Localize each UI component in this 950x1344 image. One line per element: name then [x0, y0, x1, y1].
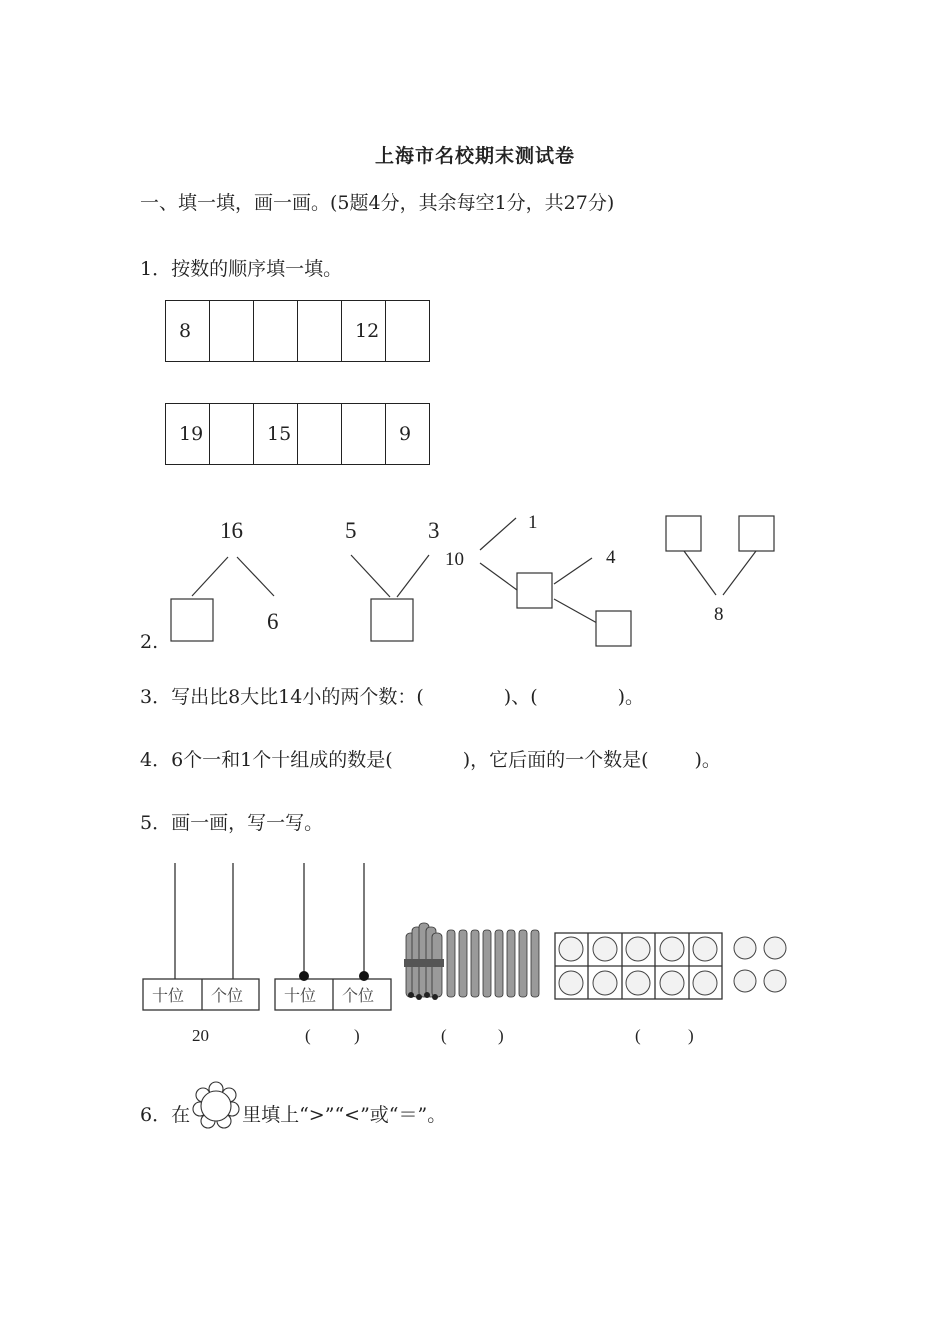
number-sequence-row-1 [165, 300, 430, 362]
q3-text: 3．写出比8大比14小的两个数：( [140, 686, 424, 708]
q1-text: 1．按数的顺序填一填。 [140, 258, 343, 280]
place-value-illustrations [138, 855, 798, 1055]
flower-icon [190, 1105, 242, 1127]
q4-end: )。 [694, 749, 721, 771]
q6-prefix: 6．在 [140, 1104, 191, 1126]
seq2-cell[interactable]: 19 [166, 404, 210, 465]
tree2-right-number: 3 [428, 518, 440, 543]
abacus1-ones-label: 个位 [211, 986, 244, 1005]
seq2-cell[interactable] [342, 404, 386, 465]
balls-blank-open: ( [635, 1026, 641, 1045]
number-sequence-row-2 [165, 403, 430, 465]
answer-box[interactable] [739, 516, 774, 551]
abacus-bead [359, 971, 369, 981]
seq1-cell[interactable] [254, 301, 298, 362]
seq2-cell[interactable]: 15 [254, 404, 298, 465]
abacus2-blank-open: ( [305, 1026, 311, 1045]
q3-end: )。 [617, 686, 645, 708]
q2-number: 2. [140, 631, 159, 653]
abacus2-ones-label: 个位 [342, 986, 375, 1005]
extra-balls [734, 937, 786, 992]
answer-box[interactable] [517, 573, 552, 608]
number-split-diagrams [140, 500, 820, 660]
tree3-root-number: 10 [445, 549, 464, 570]
q4-mid: )，它后面的一个数是( [462, 749, 649, 771]
seq2-cell[interactable]: 9 [386, 404, 430, 465]
seq1-cell[interactable] [298, 301, 342, 362]
answer-box[interactable] [666, 516, 701, 551]
seq2-cell[interactable] [298, 404, 342, 465]
q6-line [140, 1100, 446, 1127]
q6-suffix: 里填上“>”“<”或“＝”。 [242, 1104, 447, 1126]
abacus2-tens-label: 十位 [284, 986, 317, 1005]
balls-blank-close: ) [688, 1026, 694, 1045]
q3-separator: )、( [503, 686, 538, 708]
answer-box[interactable] [596, 611, 631, 646]
tree3-branch-right-number: 4 [606, 547, 616, 568]
abacus2-blank-close: ) [354, 1026, 360, 1045]
seq1-cell[interactable]: 8 [166, 301, 210, 362]
answer-box[interactable] [371, 599, 413, 641]
stick-bundle-icon [404, 923, 444, 1000]
tree4-bottom-number: 8 [714, 604, 724, 625]
abacus1-tens-label: 十位 [152, 986, 185, 1005]
answer-box[interactable] [171, 599, 213, 641]
q4-text: 4．6个一和1个十组成的数是( [140, 749, 393, 771]
abacus-bead [299, 971, 309, 981]
section-heading: 一、填一填，画一画。(5题4分，其余每空1分，共27分) [140, 192, 615, 214]
sticks-blank-close: ) [498, 1026, 504, 1045]
abacus1-value: 20 [192, 1026, 209, 1045]
seq2-cell[interactable] [210, 404, 254, 465]
seq1-cell[interactable] [386, 301, 430, 362]
q3-line [140, 682, 644, 709]
tree2-left-number: 5 [345, 518, 357, 543]
seq1-cell[interactable]: 12 [342, 301, 386, 362]
sticks-blank-open: ( [441, 1026, 447, 1045]
tree3-branch-top-number: 1 [528, 512, 538, 533]
loose-sticks-icon [447, 930, 539, 997]
seq1-cell[interactable] [210, 301, 254, 362]
page-title: 上海市名校期末测试卷 [374, 145, 575, 167]
tree1-top-number: 16 [220, 518, 243, 543]
q5-text: 5．画一画，写一写。 [140, 812, 324, 834]
q4-line [140, 745, 721, 772]
tree1-right-number: 6 [267, 609, 279, 634]
